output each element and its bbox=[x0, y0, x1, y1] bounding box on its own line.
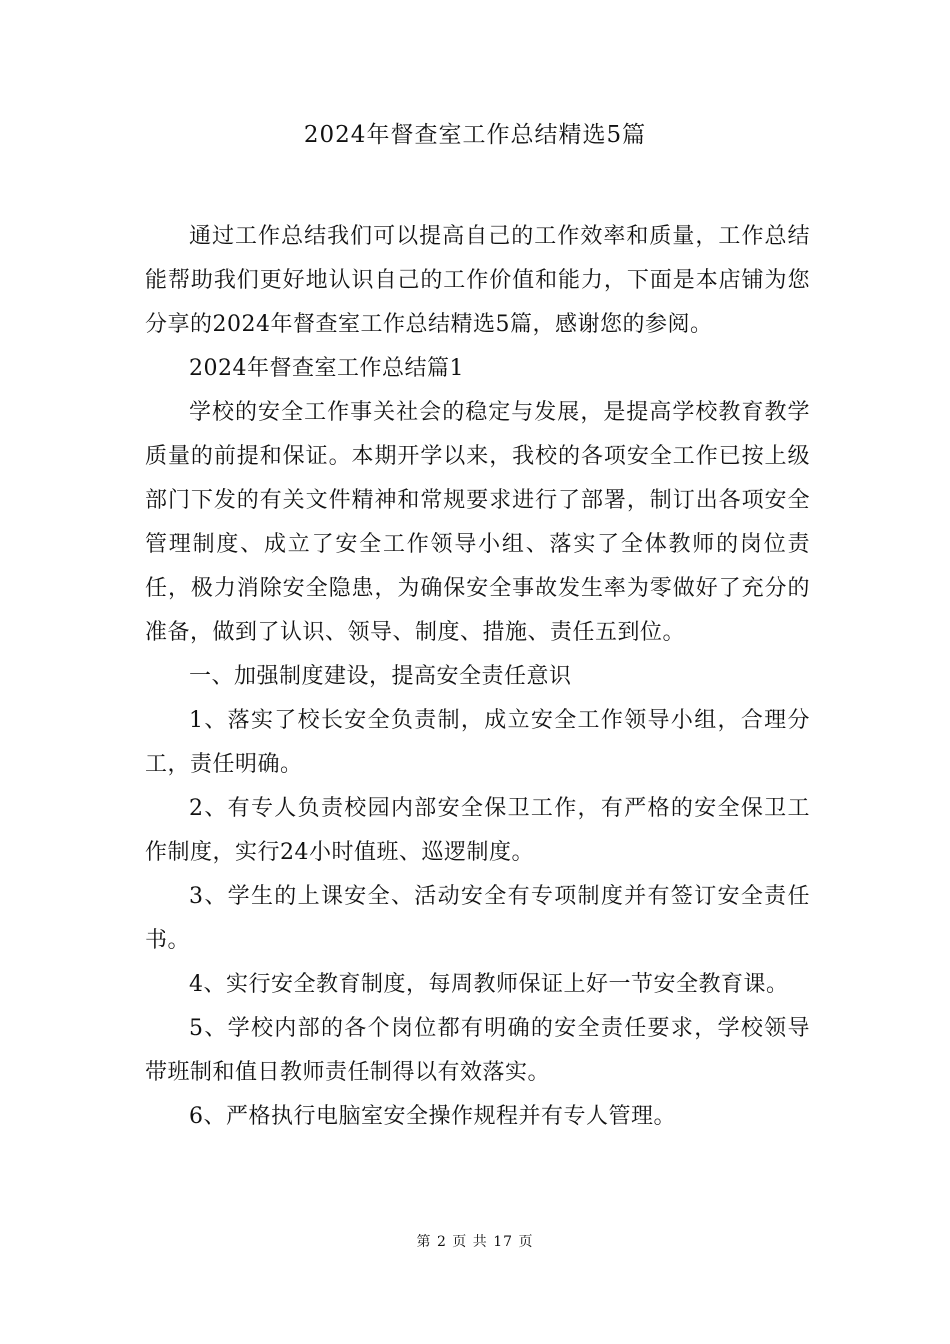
intro-paragraph: 通过工作总结我们可以提高自己的工作效率和质量，工作总结能帮助我们更好地认识自己的工作价值和能力，下面是本店铺为您分享的2024年督查室工作总结精选5篇，感谢您的参阅。 bbox=[145, 224, 810, 337]
list-item: 5、学校内部的各个岗位都有明确的安全责任要求，学校领导带班制和值日教师责任制得以有效落实。 bbox=[145, 1016, 810, 1085]
section-heading: 2024年督查室工作总结篇1 bbox=[189, 356, 464, 381]
document-title: 2024年督查室工作总结精选5篇 bbox=[303, 122, 647, 148]
list-item: 1、落实了校长安全负责制，成立安全工作领导小组，合理分工，责任明确。 bbox=[145, 708, 810, 777]
body-paragraph: 学校的安全工作事关社会的稳定与发展，是提高学校教育教学质量的前提和保证。本期开学以来，我校的各项安全工作已按上级部门下发的有关文件精神和常规要求进行了部署，制订出各项安全管理制度、成立了安全工作领导小组、落实了全体教师的岗位责任，极力消除安全隐患，为确保安全事故发生率为零做好了充分的准备，做到了认识、领导、制度、措施、责任五到位。 bbox=[145, 400, 810, 645]
list-item: 2、有专人负责校园内部安全保卫工作，有严格的安全保卫工作制度，实行24小时值班、巡逻制度。 bbox=[145, 796, 810, 865]
subsection-heading: 一、加强制度建设，提高安全责任意识 bbox=[189, 664, 572, 689]
page-number-footer: 第 2 页 共 17 页 bbox=[416, 1234, 534, 1250]
document-body bbox=[145, 215, 810, 1139]
list-item: 3、学生的上课安全、活动安全有专项制度并有签订安全责任书。 bbox=[145, 884, 810, 953]
list-item: 6、严格执行电脑室安全操作规程并有专人管理。 bbox=[189, 1104, 676, 1129]
list-item: 4、实行安全教育制度，每周教师保证上好一节安全教育课。 bbox=[189, 972, 789, 997]
